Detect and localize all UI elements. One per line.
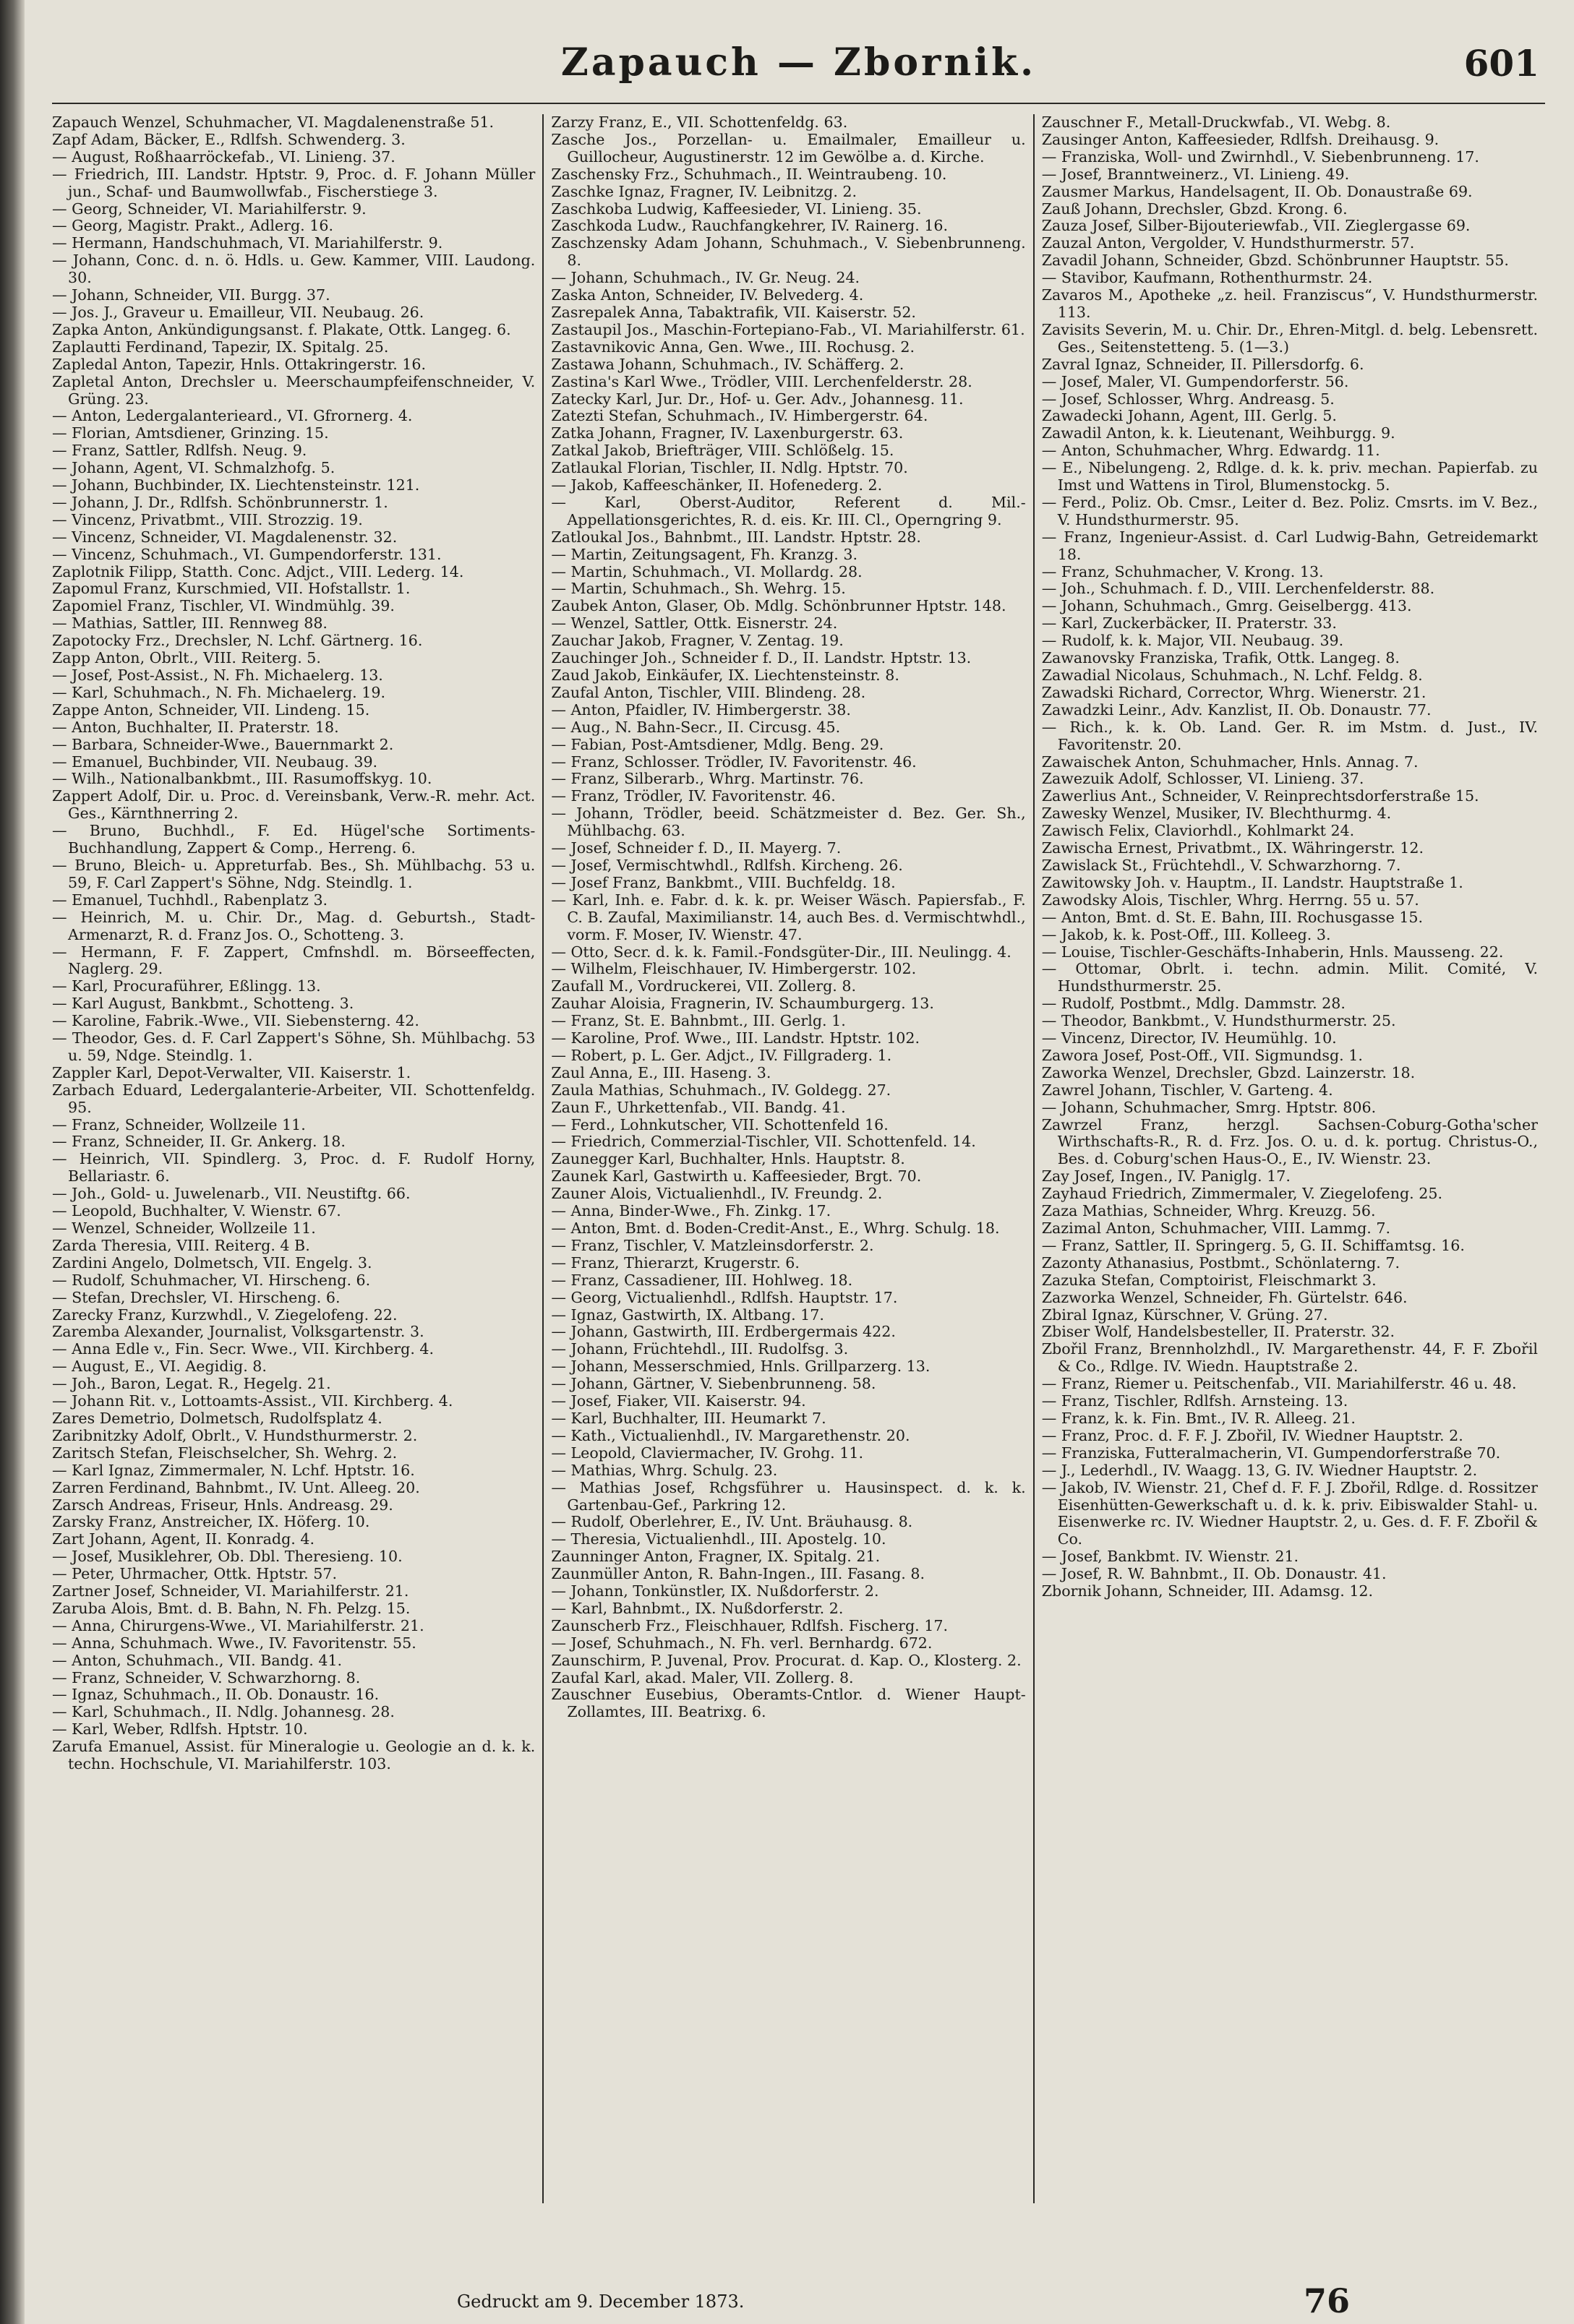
directory-entry: Zaun F., Uhrkettenfab., VII. Bandg. 41. [551, 1098, 846, 1116]
directory-entry: Zastina's Karl Wwe., Trödler, VIII. Lerchenfelderstr. 28. [551, 372, 972, 390]
directory-entry: Zardini Angelo, Dolmetsch, VII. Engelg. 3. [52, 1253, 372, 1272]
directory-entry: — Rudolf, Schuhmacher, VI. Hirscheng. 6. [52, 1271, 371, 1289]
directory-entry: — Franz, Schneider, Wollzeile 11. [52, 1115, 306, 1133]
directory-entry: — Hermann, Handschuhmach, VI. Mariahilferstr. 9. [52, 234, 443, 252]
column-3 [1033, 114, 1545, 2203]
directory-entry: Zastaupil Jos., Maschin-Fortepiano-Fab., VI. Mariahilferstr. 61. [551, 320, 1025, 338]
directory-entry: Zazworka Wenzel, Schneider, Fh. Gürtelstr. 646. [1041, 1288, 1408, 1306]
directory-entry: — Emanuel, Tuchhdl., Rabenplatz 3. [52, 891, 328, 909]
directory-entry: — E., Nibelungeng. 2, Rdlge. d. k. k. priv. mechan. Papierfab. zu Imst und Wattens in Tirol, Blumenstockg. 5. [1041, 459, 1539, 494]
directory-entry: Zaunmüller Anton, R. Bahn-Ingen., III. Fasang. 8. [551, 1565, 925, 1583]
directory-entry: Zaud Jakob, Einkäufer, IX. Liechtensteinstr. 8. [551, 666, 899, 684]
directory-entry: Zatloukal Jos., Bahnbmt., III. Landstr. Hptstr. 28. [551, 528, 921, 546]
directory-entry: — Jakob, Kaffeeschänker, II. Hofenederg. 2. [551, 476, 883, 494]
directory-entry: — Wenzel, Schneider, Wollzeile 11. [52, 1219, 316, 1237]
directory-entry: Zausinger Anton, Kaffeesieder, Rdlfsh. Dreihausg. 9. [1041, 130, 1440, 148]
directory-entry: Zaul Anna, E., III. Haseng. 3. [551, 1063, 771, 1081]
directory-entry: Zapledal Anton, Tapezir, Hnls. Ottakringerstr. 16. [52, 355, 427, 373]
page-number: 601 [1463, 42, 1539, 85]
directory-columns [52, 114, 1545, 2203]
directory-entry: — J., Lederhdl., IV. Waagg. 13, G. IV. Wiedner Hauptstr. 2. [1041, 1461, 1478, 1479]
directory-entry: — Vincenz, Director, IV. Heumühlg. 10. [1041, 1029, 1337, 1047]
directory-entry: Zaschke Ignaz, Fragner, IV. Leibnitzg. 2. [551, 182, 857, 200]
directory-entry: — Robert, p. L. Ger. Adjct., IV. Fillgraderg. 1. [551, 1046, 892, 1064]
directory-entry: — Karl, Schuhmach., II. Ndlg. Johannesg. 28. [52, 1703, 395, 1721]
directory-entry: — Franz, Riemer u. Peitschenfab., VII. Mariahilferstr. 46 u. 48. [1041, 1375, 1517, 1393]
directory-entry: Zausmer Markus, Handelsagent, II. Ob. Donaustraße 69. [1041, 182, 1473, 200]
directory-entry: — Wenzel, Sattler, Ottk. Eisnerstr. 24. [551, 614, 838, 633]
directory-entry: — Franz, Ingenieur-Assist. d. Carl Ludwig-Bahn, Getreidemarkt 18. [1041, 528, 1539, 563]
directory-entry: — Karl, Buchhalter, III. Heumarkt 7. [551, 1409, 826, 1427]
directory-entry: — Johann, J. Dr., Rdlfsh. Schönbrunnerstr. 1. [52, 493, 388, 511]
directory-entry: — Georg, Victualienhdl., Rdlfsh. Hauptstr. 17. [551, 1288, 898, 1306]
directory-entry: Zaula Mathias, Schuhmach., IV. Goldegg. 27. [551, 1081, 891, 1099]
directory-entry: — Stefan, Drechsler, VI. Hirscheng. 6. [52, 1288, 341, 1306]
directory-entry: — Anna, Chirurgens-Wwe., VI. Mariahilferstr. 21. [52, 1616, 424, 1634]
directory-entry: Zawislack St., Früchtehdl., V. Schwarzhorng. 7. [1041, 856, 1401, 874]
directory-entry: — Anton, Ledergalanterieard., VI. Gfrornerg. 4. [52, 407, 413, 425]
directory-entry: Zapauch Wenzel, Schuhmacher, VI. Magdalenenstraße 51. [52, 114, 495, 131]
directory-entry: Zbořil Franz, Brennholzhdl., IV. Margarethenstr. 44, F. F. Zbořil & Co., Rdlge. IV. Wiedn. Hauptstraße 2. [1041, 1340, 1539, 1376]
directory-entry: Zauschner Eusebius, Oberamts-Cntlor. d. Wiener Haupt-Zollamtes, III. Beatrixg. 6. [551, 1686, 1026, 1721]
directory-entry: — Leopold, Buchhalter, V. Wienstr. 67. [52, 1202, 341, 1220]
directory-entry: — Franz, Schlosser. Trödler, IV. Favoritenstr. 46. [551, 752, 917, 771]
directory-entry: Zayhaud Friedrich, Zimmermaler, V. Ziegelofeng. 25. [1041, 1185, 1443, 1203]
directory-entry: — Josef, Branntweinerz., VI. Linieng. 49. [1041, 165, 1350, 183]
directory-entry: Zawitowsky Joh. v. Hauptm., II. Landstr. Hauptstraße 1. [1041, 873, 1463, 891]
directory-entry: — Franz, Trödler, IV. Favoritenstr. 46. [551, 787, 836, 805]
directory-entry: Zarecky Franz, Kurzwhdl., V. Ziegelofeng. 22. [52, 1305, 398, 1324]
directory-entry: — Johann Rit. v., Lottoamts-Assist., VII. Kirchberg. 4. [52, 1392, 453, 1410]
directory-entry: — Franz, Tischler, V. Matzleinsdorferstr. 2. [551, 1236, 874, 1254]
directory-entry: Zauhar Aloisia, Fragnerin, IV. Schaumburgerg. 13. [551, 995, 934, 1013]
directory-entry: Zapp Anton, Obrlt., VIII. Reiterg. 5. [52, 649, 321, 667]
directory-entry: — Peter, Uhrmacher, Ottk. Hptstr. 57. [52, 1565, 338, 1583]
directory-entry: — Florian, Amtsdiener, Grinzing. 15. [52, 424, 329, 442]
directory-entry: — Franz, Thierarzt, Krugerstr. 6. [551, 1253, 800, 1272]
directory-entry: Zaschzensky Adam Johann, Schuhmach., V. Siebenbrunneng. 8. [551, 234, 1026, 270]
directory-entry: Zawora Josef, Post-Off., VII. Sigmundsg. 1. [1041, 1046, 1363, 1064]
directory-entry: — Johann, Buchbinder, IX. Liechtensteinstr. 121. [52, 476, 420, 494]
directory-entry: — Georg, Magistr. Prakt., Adlerg. 16. [52, 217, 334, 235]
running-head: Zapauch — Zbornik. [560, 40, 1037, 85]
directory-entry: Zapotocky Frz., Drechsler, N. Lchf. Gärtnerg. 16. [52, 632, 423, 650]
directory-entry: Zaunek Karl, Gastwirth u. Kaffeesieder, Brgt. 70. [551, 1167, 922, 1185]
directory-entry: — Anton, Bmt. d. St. E. Bahn, III. Rochusgasse 15. [1041, 908, 1424, 926]
directory-entry: — Franz, Tischler, Rdlfsh. Arnsteing. 13. [1041, 1392, 1348, 1410]
directory-entry: — Jakob, k. k. Post-Off., III. Kolleeg. 3. [1041, 925, 1331, 943]
directory-entry: — Johann, Gastwirth, III. Erdbergermais 422. [551, 1323, 896, 1341]
directory-entry: — Bruno, Bleich- u. Appreturfab. Bes., Sh. Mühlbachg. 53 u. 59, F. Carl Zappert's Söhne, Ndg. Steindlg. 1. [52, 856, 536, 891]
directory-entry: — Johann, Schuhmacher, Smrg. Hptstr. 806. [1041, 1098, 1377, 1116]
directory-entry: Zavral Ignaz, Schneider, II. Pillersdorfg. 6. [1041, 355, 1364, 373]
directory-entry: — Anton, Bmt. d. Boden-Credit-Anst., E., Whrg. Schulg. 18. [551, 1219, 1000, 1237]
directory-entry: — Joh., Gold- u. Juwelenarb., VII. Neustiftg. 66. [52, 1185, 411, 1203]
directory-entry: Zauza Josef, Silber-Bijouteriewfab., VII. Zieglergasse 69. [1041, 217, 1471, 235]
directory-entry: Zaplotnik Filipp, Statth. Conc. Adjct., VIII. Lederg. 14. [52, 562, 464, 580]
directory-entry: — Martin, Schuhmach., Sh. Wehrg. 15. [551, 580, 846, 598]
directory-entry: Zaunschirm, P. Juvenal, Prov. Procurat. d. Kap. O., Klosterg. 2. [551, 1651, 1022, 1669]
directory-entry: — Anton, Schuhmach., VII. Bandg. 41. [52, 1651, 343, 1669]
directory-entry: — Karl, Inh. e. Fabr. d. k. k. pr. Weiser Wäsch. Papiersfab., F. C. B. Zaufal, Maximilianstr. 14, auch Bes. d. Vermischtwhdl., vorm. F. Moser, IV. Wienstr. 47. [551, 891, 1026, 943]
directory-entry: Zares Demetrio, Dolmetsch, Rudolfsplatz 4. [52, 1409, 382, 1427]
directory-entry: Zawesky Wenzel, Musiker, IV. Blechthurmg. 4. [1041, 805, 1392, 823]
directory-entry: — Johann, Schuhmach., Gmrg. Geiselbergg. 413. [1041, 597, 1412, 615]
directory-entry: — Franz, Schneider, V. Schwarzhorng. 8. [52, 1668, 361, 1686]
directory-entry: Zaschkoba Ludwig, Kaffeesieder, VI. Linieng. 35. [551, 200, 922, 218]
directory-entry: Zbiral Ignaz, Kürschner, V. Grüng. 27. [1041, 1305, 1328, 1324]
directory-entry: — Johann, Schneider, VII. Burgg. 37. [52, 286, 330, 304]
directory-entry: Zarzy Franz, E., VII. Schottenfeldg. 63. [551, 114, 848, 131]
directory-entry: Zauzal Anton, Vergolder, V. Hundsthurmerstr. 57. [1041, 234, 1415, 252]
directory-entry: — Johann, Tonkünstler, IX. Nußdorferstr. 2. [551, 1582, 879, 1600]
directory-entry: Zart Johann, Agent, II. Konradg. 4. [52, 1530, 315, 1548]
directory-entry: — Franz, Schuhmacher, V. Krong. 13. [1041, 562, 1324, 580]
directory-entry: Zaunninger Anton, Fragner, IX. Spitalg. 21. [551, 1548, 881, 1566]
directory-entry: — Josef, Vermischtwhdl., Rdlfsh. Kircheng. 26. [551, 856, 903, 874]
directory-entry: Zauchinger Joh., Schneider f. D., II. Landstr. Hptstr. 13. [551, 649, 972, 667]
directory-entry: — Karl, Bahnbmt., IX. Nußdorferstr. 2. [551, 1599, 844, 1617]
directory-entry: — Heinrich, M. u. Chir. Dr., Mag. d. Geburtsh., Stadt-Armenarzt, R. d. Franz Jos. O., Schotteng. 3. [52, 908, 536, 943]
directory-entry: — Ferd., Lohnkutscher, VII. Schottenfeld 16. [551, 1115, 889, 1133]
directory-entry: — Franz, Sattler, Rdlfsh. Neug. 9. [52, 442, 307, 460]
directory-entry: Zawadski Richard, Corrector, Whrg. Wienerstr. 21. [1041, 683, 1427, 701]
directory-entry: — Wilhelm, Fleischhauer, IV. Himbergerstr. 102. [551, 960, 917, 978]
directory-entry: Zarsky Franz, Anstreicher, IX. Höferg. 10. [52, 1513, 370, 1531]
directory-entry: — Karoline, Fabrik.-Wwe., VII. Siebensterng. 42. [52, 1012, 419, 1030]
directory-entry: — Leopold, Claviermacher, IV. Grohg. 11. [551, 1444, 864, 1462]
directory-entry: — Anna, Binder-Wwe., Fh. Zinkg. 17. [551, 1202, 831, 1220]
directory-entry: Zatezti Stefan, Schuhmach., IV. Himbergerstr. 64. [551, 407, 928, 425]
directory-entry: — Theodor, Bankbmt., V. Hundsthurmerstr. 25. [1041, 1012, 1396, 1030]
directory-entry: — Karl, Schuhmach., N. Fh. Michaelerg. 19. [52, 683, 386, 701]
directory-entry: — Mathias, Whrg. Schulg. 23. [551, 1461, 778, 1479]
directory-entry: Zaritsch Stefan, Fleischselcher, Sh. Wehrg. 2. [52, 1444, 398, 1462]
directory-entry: Zauchar Jakob, Fragner, V. Zentag. 19. [551, 632, 844, 650]
directory-entry: Zarda Theresia, VIII. Reiterg. 4 B. [52, 1236, 310, 1254]
directory-entry: Zartner Josef, Schneider, VI. Mariahilferstr. 21. [52, 1582, 409, 1600]
directory-entry: — Josef Franz, Bankbmt., VIII. Buchfeldg. 18. [551, 873, 896, 891]
directory-entry: — Franz, Silberarb., Whrg. Martinstr. 76. [551, 770, 864, 788]
directory-entry: Zaubek Anton, Glaser, Ob. Mdlg. Schönbrunner Hptstr. 148. [551, 597, 1006, 615]
directory-entry: — Josef, Musiklehrer, Ob. Dbl. Theresieng. 10. [52, 1548, 403, 1566]
directory-entry: Zawrel Johann, Tischler, V. Garteng. 4. [1041, 1081, 1333, 1099]
directory-entry: — August, Roßhaarröckefab., VI. Linieng. 37. [52, 147, 395, 166]
column-2 [542, 114, 1032, 2203]
directory-entry: — Josef, Maler, VI. Gumpendorferstr. 56. [1041, 372, 1349, 390]
directory-entry: — Anton, Buchhalter, II. Praterstr. 18. [52, 718, 339, 736]
directory-entry: — Joh., Schuhmach. f. D., VIII. Lerchenfelderstr. 88. [1041, 580, 1435, 598]
directory-entry: Zapomiel Franz, Tischler, VI. Windmühlg. 39. [52, 597, 395, 615]
directory-entry: Zawadial Nicolaus, Schuhmach., N. Lchf. Feldg. 8. [1041, 666, 1423, 684]
directory-entry: Zbiser Wolf, Handelsbesteller, II. Praterstr. 32. [1041, 1323, 1395, 1341]
directory-entry: Zatkal Jakob, Briefträger, VIII. Schlößelg. 15. [551, 442, 894, 460]
directory-entry: — Vincenz, Privatbmt., VIII. Strozzig. 19. [52, 510, 363, 528]
directory-entry: Zawisch Felix, Claviorhdl., Kohlmarkt 24. [1041, 822, 1355, 840]
directory-entry: — Josef, Bankbmt. IV. Wienstr. 21. [1041, 1548, 1299, 1566]
directory-entry: Zawerlius Ant., Schneider, V. Reinprechtsdorferstraße 15. [1041, 787, 1479, 805]
directory-entry: Zawadecki Johann, Agent, III. Gerlg. 5. [1041, 407, 1337, 425]
directory-entry: Zaribnitzky Adolf, Obrlt., V. Hundsthurmerstr. 2. [52, 1426, 418, 1444]
directory-entry: Zaplautti Ferdinand, Tapezir, IX. Spitalg. 25. [52, 338, 389, 356]
directory-entry: Zaworka Wenzel, Drechsler, Gbzd. Lainzerstr. 18. [1041, 1063, 1416, 1081]
directory-entry: Zaruba Alois, Bmt. d. B. Bahn, N. Fh. Pelzg. 15. [52, 1599, 411, 1617]
print-date: Gedruckt am 9. December 1873. [457, 2291, 745, 2312]
directory-entry: — Otto, Secr. d. k. k. Famil.-Fondsgüter-Dir., III. Neulingg. 4. [551, 943, 1011, 961]
directory-entry: — Anton, Pfaidler, IV. Himbergerstr. 38. [551, 700, 851, 719]
page-header [52, 33, 1545, 104]
directory-entry: — Joh., Baron, Legat. R., Hegelg. 21. [52, 1375, 331, 1393]
directory-entry: — Karl, Oberst-Auditor, Referent d. Mil.-Appellationsgerichtes, R. d. eis. Kr. III. Cl., Operngring 9. [551, 493, 1026, 528]
directory-entry: Zazonty Athanasius, Postbmt., Schönlaterng. 7. [1041, 1253, 1400, 1272]
directory-entry: — Johann, Trödler, beeid. Schätzmeister d. Bez. Ger. Sh., Mühlbachg. 63. [551, 805, 1026, 840]
directory-entry: Zapomul Franz, Kurschmied, VII. Hofstallstr. 1. [52, 580, 411, 598]
directory-entry: — Johann, Gärtner, V. Siebenbrunneng. 58. [551, 1375, 876, 1393]
directory-entry: — Martin, Zeitungsagent, Fh. Kranzg. 3. [551, 545, 858, 563]
directory-entry: Zarbach Eduard, Ledergalanterie-Arbeiter, VII. Schottenfeldg. 95. [52, 1081, 536, 1116]
directory-entry: Zaschensky Frz., Schuhmach., II. Weintraubeng. 10. [551, 165, 947, 183]
directory-entry: Zaremba Alexander, Journalist, Volksgartenstr. 3. [52, 1323, 424, 1341]
directory-entry: Zavaros M., Apotheke „z. heil. Franziscus“, V. Hundsthurmerstr. 113. [1041, 286, 1539, 321]
directory-entry: Zbornik Johann, Schneider, III. Adamsg. 12. [1041, 1582, 1374, 1600]
directory-entry: Zazimal Anton, Schuhmacher, VIII. Lammg. 7. [1041, 1219, 1391, 1237]
directory-entry: Zappler Karl, Depot-Verwalter, VII. Kaiserstr. 1. [52, 1063, 411, 1081]
directory-entry: — Emanuel, Buchbinder, VII. Neubaug. 39. [52, 752, 378, 771]
directory-entry: — Franz, Schneider, II. Gr. Ankerg. 18. [52, 1133, 346, 1151]
directory-entry: — Rudolf, Postbmt., Mdlg. Dammstr. 28. [1041, 995, 1346, 1013]
directory-entry: Zastawa Johann, Schuhmach., IV. Schäfferg. 2. [551, 355, 904, 373]
directory-entry: Zawrzel Franz, herzgl. Sachsen-Coburg-Gotha'scher Wirthschafts-R., R. d. Frz. Jos. O. u. d. k. portug. Christus-O., Bes. d. Coburg'schen Haus-O., E., IV. Wienstr. 23. [1041, 1115, 1539, 1168]
directory-entry: Zapf Adam, Bäcker, E., Rdlfsh. Schwenderg. 3. [52, 130, 406, 148]
directory-entry: Zaufal Anton, Tischler, VIII. Blindeng. 28. [551, 683, 866, 701]
directory-entry: — Karl, Weber, Rdlfsh. Hptstr. 10. [52, 1720, 308, 1738]
directory-entry: — Anton, Schuhmacher, Whrg. Edwardg. 11. [1041, 442, 1380, 460]
directory-entry: Zasrepalek Anna, Tabaktrafik, VII. Kaiserstr. 52. [551, 303, 916, 321]
directory-entry: — Mathias, Sattler, III. Rennweg 88. [52, 614, 328, 633]
directory-entry: — Josef, R. W. Bahnbmt., II. Ob. Donaustr. 41. [1041, 1565, 1387, 1583]
directory-entry: — Josef, Schneider f. D., II. Mayerg. 7. [551, 839, 842, 857]
directory-entry: Zasche Jos., Porzellan- u. Emailmaler, Emailleur u. Guillocheur, Augustinerstr. 12 im Gewölbe a. d. Kirche. [551, 130, 1026, 166]
directory-entry: Zaunscherb Frz., Fleischhauer, Rdlfsh. Fischerg. 17. [551, 1616, 949, 1634]
directory-entry: Zawodsky Alois, Tischler, Whrg. Herrng. 55 u. 57. [1041, 891, 1419, 909]
directory-entry: — Hermann, F. F. Zappert, Cmfnshdl. m. Börseeffecten, Naglerg. 29. [52, 943, 536, 978]
directory-entry: — Karl, Procuraführer, Eßlingg. 13. [52, 977, 321, 995]
directory-entry: Zaunegger Karl, Buchhalter, Hnls. Hauptstr. 8. [551, 1150, 905, 1168]
directory-entry: — Josef, Fiaker, VII. Kaiserstr. 94. [551, 1392, 806, 1410]
directory-entry: — Johann, Schuhmach., IV. Gr. Neug. 24. [551, 269, 860, 287]
directory-entry: — Rudolf, k. k. Major, VII. Neubaug. 39. [1041, 632, 1344, 650]
directory-entry: — Franz, Cassadiener, III. Hohlweg. 18. [551, 1271, 853, 1289]
directory-entry: — Stavibor, Kaufmann, Rothenthurmstr. 24. [1041, 269, 1373, 287]
directory-entry: — Franziska, Woll- und Zwirnhdl., V. Siebenbrunneng. 17. [1041, 147, 1479, 166]
directory-entry: Zaska Anton, Schneider, IV. Belvederg. 4. [551, 286, 864, 304]
directory-entry: — Franz, k. k. Fin. Bmt., IV. R. Alleeg. 21. [1041, 1409, 1356, 1427]
directory-entry: — Josef, Schlosser, Whrg. Andreasg. 5. [1041, 390, 1335, 408]
directory-entry: — Karl, Zuckerbäcker, II. Praterstr. 33. [1041, 614, 1337, 633]
directory-entry: — Franz, Proc. d. F. F. J. Zbořil, IV. Wiedner Hauptstr. 2. [1041, 1426, 1463, 1444]
directory-entry: Zauner Alois, Victualienhdl., IV. Freundg. 2. [551, 1185, 883, 1203]
column-1 [52, 114, 542, 2203]
directory-entry: — Anna, Schuhmach. Wwe., IV. Favoritenstr. 55. [52, 1634, 416, 1652]
directory-entry: — Franz, St. E. Bahnbmt., III. Gerlg. 1. [551, 1012, 846, 1030]
directory-entry: Zauschner F., Metall-Druckwfab., VI. Webg. 8. [1041, 114, 1391, 131]
directory-entry: — Vincenz, Schuhmach., VI. Gumpendorferstr. 131. [52, 545, 442, 563]
directory-entry: — Kath., Victualienhdl., IV. Margarethenstr. 20. [551, 1426, 910, 1444]
directory-entry: — Friedrich, III. Landstr. Hptstr. 9, Proc. d. F. Johann Müller jun., Schaf- und Baumwollwfab., Fischerstiege 3. [52, 165, 536, 200]
directory-entry: — August, E., VI. Aegidig. 8. [52, 1358, 267, 1376]
directory-entry: — Johann, Früchtehdl., III. Rudolfsg. 3. [551, 1340, 849, 1358]
directory-entry: — Ignaz, Schuhmach., II. Ob. Donaustr. 16. [52, 1686, 380, 1704]
directory-entry: — Josef, Post-Assist., N. Fh. Michaelerg. 13. [52, 666, 383, 684]
directory-entry: Zawanovsky Franziska, Trafik, Ottk. Langeg. 8. [1041, 649, 1400, 667]
directory-entry: Zawischa Ernest, Privatbmt., IX. Währingerstr. 12. [1041, 839, 1424, 857]
directory-entry: Zawadil Anton, k. k. Lieutenant, Weihburgg. 9. [1041, 424, 1395, 442]
directory-entry: Zatka Johann, Fragner, IV. Laxenburgerstr. 63. [551, 424, 904, 442]
directory-entry: — Johann, Agent, VI. Schmalzhofg. 5. [52, 459, 335, 477]
directory-entry: — Jakob, IV. Wienstr. 21, Chef d. F. F. J. Zbořil, Rdlge. d. Rossitzer Eisenhütten-Gewerkschaft u. d. k. k. priv. Eibiswalder Stahl- u. Eisenwerke rc. IV. Wiedner Hauptstr. 2, u. Ges. d. F. F. Zbořil & Co. [1041, 1478, 1539, 1548]
directory-entry: — Mathias Josef, Rchgsführer u. Hausinspect. d. k. k. Gartenbau-Gef., Parkring 12. [551, 1478, 1026, 1514]
directory-entry: Zapletal Anton, Drechsler u. Meerschaumpfeifenschneider, V. Grüng. 23. [52, 372, 536, 408]
directory-entry: Zawaischek Anton, Schuhmacher, Hnls. Annag. 7. [1041, 752, 1419, 771]
page-footer [52, 2281, 1545, 2320]
directory-entry: Zarsch Andreas, Friseur, Hnls. Andreasg. 29. [52, 1496, 393, 1514]
sheet-signature: 76 [1303, 2281, 1350, 2320]
directory-entry: — Georg, Schneider, VI. Mariahilferstr. 9. [52, 200, 367, 218]
directory-entry: — Franziska, Futteralmacherin, VI. Gumpendorferstraße 70. [1041, 1444, 1501, 1462]
directory-entry: Zaza Mathias, Schneider, Whrg. Kreuzg. 56. [1041, 1202, 1376, 1220]
directory-entry: — Friedrich, Commerzial-Tischler, VII. Schottenfeld. 14. [551, 1133, 976, 1151]
directory-entry: — Jos. J., Graveur u. Emailleur, VII. Neubaug. 26. [52, 303, 424, 321]
directory-entry: Zatlaukal Florian, Tischler, II. Ndlg. Hptstr. 70. [551, 459, 908, 477]
directory-entry: — Louise, Tischler-Geschäfts-Inhaberin, Hnls. Mausseng. 22. [1041, 943, 1504, 961]
directory-entry: — Josef, Schuhmach., N. Fh. verl. Bernhardg. 672. [551, 1634, 933, 1652]
directory-entry: Zauß Johann, Drechsler, Gbzd. Krong. 6. [1041, 200, 1348, 218]
directory-entry: — Fabian, Post-Amtsdiener, Mdlg. Beng. 29. [551, 735, 884, 753]
directory-entry: Zappert Adolf, Dir. u. Proc. d. Vereinsbank, Verw.-R. mehr. Act. Ges., Kärnthnerring 2. [52, 787, 536, 823]
directory-entry: Zavisits Severin, M. u. Chir. Dr., Ehren-Mitgl. d. belg. Lebensrett. Ges., Seitenstetteng. 5. (1—3.) [1041, 320, 1539, 356]
directory-entry: — Anna Edle v., Fin. Secr. Wwe., VII. Kirchberg. 4. [52, 1340, 435, 1358]
directory-entry: — Barbara, Schneider-Wwe., Bauernmarkt 2. [52, 735, 394, 753]
directory-entry: — Karl Ignaz, Zimmermaler, N. Lchf. Hptstr. 16. [52, 1461, 415, 1479]
directory-entry: — Heinrich, VII. Spindlerg. 3, Proc. d. F. Rudolf Horny, Bellariastr. 6. [52, 1150, 536, 1185]
directory-entry: Zapka Anton, Ankündigungsanst. f. Plakate, Ottk. Langeg. 6. [52, 320, 511, 338]
directory-entry: Zarren Ferdinand, Bahnbmt., IV. Unt. Alleeg. 20. [52, 1478, 420, 1496]
directory-entry: Zawezuik Adolf, Schlosser, VI. Linieng. 37. [1041, 770, 1364, 788]
directory-entry: Zastavnikovic Anna, Gen. Wwe., III. Rochusg. 2. [551, 338, 915, 356]
directory-entry: Zarufa Emanuel, Assist. für Mineralogie u. Geologie an d. k. k. techn. Hochschule, VI. Mariahilferstr. 103. [52, 1738, 536, 1773]
directory-entry: Zay Josef, Ingen., IV. Paniglg. 17. [1041, 1167, 1291, 1185]
directory-entry: — Martin, Schuhmach., VI. Mollardg. 28. [551, 562, 863, 580]
directory-entry: — Theresia, Victualienhdl., III. Apostelg. 10. [551, 1530, 886, 1548]
directory-entry: Zawadzki Leinr., Adv. Kanzlist, II. Ob. Donaustr. 77. [1041, 700, 1432, 719]
directory-entry: — Karoline, Prof. Wwe., III. Landstr. Hptstr. 102. [551, 1029, 920, 1047]
directory-entry: — Franz, Sattler, II. Springerg. 5, G. II. Schiffamtsg. 16. [1041, 1236, 1465, 1254]
directory-entry: Zappe Anton, Schneider, VII. Lindeng. 15. [52, 700, 370, 719]
directory-entry: — Vincenz, Schneider, VI. Magdalenenstr. 32. [52, 528, 398, 546]
directory-entry: — Bruno, Buchhdl., F. Ed. Hügel'sche Sortiments-Buchhandlung, Zappert & Comp., Herreng. 6. [52, 822, 536, 857]
directory-entry: Zaschkoda Ludw., Rauchfangkehrer, IV. Rainerg. 16. [551, 217, 949, 235]
directory-entry: Zavadil Johann, Schneider, Gbzd. Schönbrunner Hauptstr. 55. [1041, 252, 1509, 270]
directory-entry: — Ignaz, Gastwirth, IX. Altbang. 17. [551, 1305, 824, 1324]
directory-entry: — Ferd., Poliz. Ob. Cmsr., Leiter d. Bez. Poliz. Cmsrts. im V. Bez., V. Hundsthurmerstr. 95. [1041, 493, 1539, 528]
directory-entry: — Karl August, Bankbmt., Schotteng. 3. [52, 995, 354, 1013]
directory-entry: Zazuka Stefan, Comptoirist, Fleischmarkt 3. [1041, 1271, 1377, 1289]
directory-entry: — Ottomar, Obrlt. i. techn. admin. Milit. Comité, V. Hundsthurmerstr. 25. [1041, 960, 1539, 995]
directory-entry: — Rich., k. k. Ob. Land. Ger. R. im Mstm. d. Just., IV. Favoritenstr. 20. [1041, 718, 1539, 753]
book-binding-shadow [0, 0, 25, 2324]
directory-entry: — Johann, Conc. d. n. ö. Hdls. u. Gew. Kammer, VIII. Laudong. 30. [52, 252, 536, 287]
directory-entry: — Wilh., Nationalbankbmt., III. Rasumoffskyg. 10. [52, 770, 432, 788]
directory-entry: Zatecky Karl, Jur. Dr., Hof- u. Ger. Adv., Johannesg. 11. [551, 390, 964, 408]
directory-entry: — Theodor, Ges. d. F. Carl Zappert's Söhne, Sh. Mühlbachg. 53 u. 59, Ndge. Steindlg. 1. [52, 1029, 536, 1064]
directory-entry: — Aug., N. Bahn-Secr., II. Circusg. 45. [551, 718, 841, 736]
directory-entry: — Johann, Messerschmied, Hnls. Grillparzerg. 13. [551, 1358, 931, 1376]
directory-entry: Zaufall M., Vordruckerei, VII. Zollerg. 8. [551, 977, 857, 995]
directory-entry: — Rudolf, Oberlehrer, E., IV. Unt. Bräuhausg. 8. [551, 1513, 913, 1531]
directory-entry: Zaufal Karl, akad. Maler, VII. Zollerg. 8. [551, 1668, 854, 1686]
